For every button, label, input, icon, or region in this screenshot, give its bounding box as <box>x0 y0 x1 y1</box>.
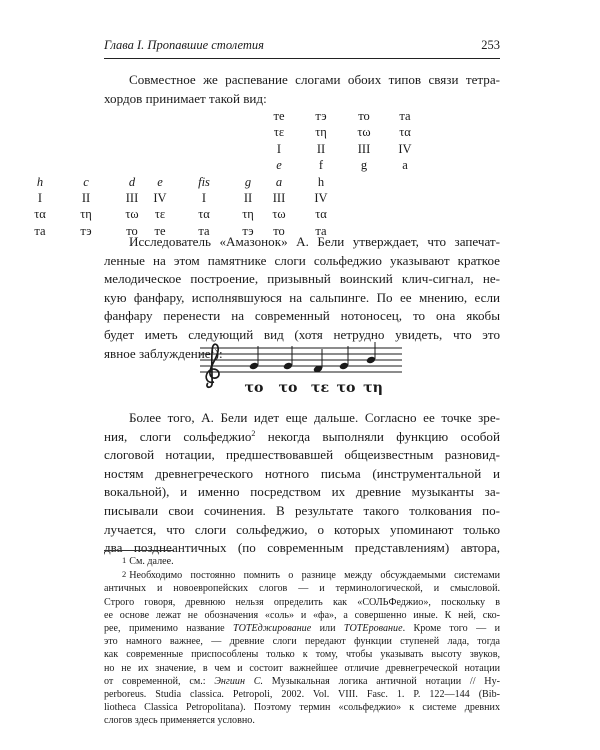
syllable-cell: то <box>126 223 138 238</box>
syllable-cell: d <box>128 174 136 189</box>
text-line: слоговой нотации, предшествовавшей общеизвестным разновид- <box>104 447 500 463</box>
syllable-cell: то <box>358 109 370 123</box>
footnotes <box>104 554 500 728</box>
syllable-row <box>104 141 500 157</box>
syllable-cell: I <box>276 141 282 156</box>
text-line: Более того, А. Бели идет еще дальше. Согласно ее точке зре- <box>129 410 500 425</box>
syllable-cell: IV <box>398 141 412 156</box>
syllable-row <box>104 108 500 124</box>
term-toterovanie: ТОТЕрование <box>343 623 403 635</box>
footnote-ref: 2 <box>251 428 256 438</box>
text-line: мелодическое построение, призывный воинский клич-сигнал, не- <box>104 271 500 287</box>
syllable-cell: a <box>402 158 408 173</box>
text-fragment: ): <box>214 345 223 361</box>
page-number: 253 <box>481 38 500 52</box>
syllable-cell: τα <box>34 207 46 222</box>
syllable-cell: та <box>315 223 327 238</box>
text-line: Совместное же распевание слогами обоих типов связи тетра- <box>129 72 500 87</box>
text-fragment: рее, применимо название <box>104 623 233 635</box>
syllable-row <box>36 174 500 190</box>
syllable-cell: тэ <box>315 109 327 123</box>
chapter-title: Глава I. Пропавшие столетия <box>104 38 264 52</box>
footnote-text: См. далее. <box>129 556 174 567</box>
syllable-cell: та <box>34 223 46 238</box>
footnote-2-line: античных и новоевропейских слогов — и терминологической, и смысловой. <box>104 583 500 595</box>
footnote-2-line: ее основе лежат не обозначения «соль» и «фа», а совершенно иные. К ней, ско- <box>104 609 500 621</box>
syllable-cell: та <box>399 109 411 123</box>
syllable-cell: τα <box>399 125 411 140</box>
syllable-cell: τη <box>80 207 92 222</box>
footnote-2-line: это намного важнее, — древние слоги передают функции ступеней лада, тогда <box>104 636 500 648</box>
syllable-cell: III <box>125 191 139 205</box>
syllable-row <box>37 190 500 206</box>
text-line: Исследователь «Амазонок» А. Бели утверждает, что запечат- <box>129 234 500 249</box>
syllable-cell: τα <box>315 207 327 222</box>
footnote-2-line: слогов здесь применяется условно. <box>104 715 255 727</box>
syllable-cell: f <box>318 158 324 173</box>
text-line: писывали свои сочинения. В результате такого толкования по- <box>104 502 500 518</box>
footnote-2-line: но не их значение, в чем и состоит важнейшее отличие древнегреческой нотации <box>104 662 500 674</box>
text-fragment: ния, слоги сольфеджио <box>104 428 252 444</box>
syllable-cell: τε <box>273 125 285 140</box>
paragraph-intro <box>104 71 500 108</box>
syllable-cell: h <box>317 174 325 189</box>
syllable-cell: g <box>244 174 252 189</box>
footnote-number: 2 <box>122 569 127 580</box>
syllable-row <box>104 157 500 173</box>
syllable-cell: fis <box>198 174 210 189</box>
syllable-row <box>104 124 500 140</box>
music-syllable: τη <box>363 380 383 396</box>
syllable-cell: c <box>83 174 89 189</box>
text-line <box>104 428 500 447</box>
syllable-cell: e <box>276 158 282 173</box>
text-line: лучается, что слоги сольфеджио, о которых упоминают только <box>104 521 500 537</box>
running-header <box>104 38 500 58</box>
syllable-cell: тэ <box>80 223 92 238</box>
text-line: ностям древнегреческого нотного письма (инструментальной и <box>104 465 500 481</box>
music-syllable: το <box>244 380 264 396</box>
footnote-2-line: perboreus. Studia classica. Petropoli, 2002. Vol. VIII. Fasc. 1. P. 122—144 (Bib- <box>104 689 500 701</box>
syllable-cell: те <box>273 109 285 123</box>
footnote-2-line: Строго говоря, древнюю нельзя определить как «СОЛЬФеджио», поскольку в <box>104 596 500 608</box>
music-syllable: το <box>336 380 356 396</box>
syllable-row <box>34 206 500 222</box>
text-fragment: или <box>311 623 344 635</box>
syllable-cell: τη <box>315 125 327 140</box>
footnote-1 <box>104 554 500 568</box>
text-line: два позднеантичных (по современным представлениям) автора, <box>104 540 500 556</box>
syllable-cell: те <box>154 223 166 238</box>
music-syllable: τε <box>310 380 330 396</box>
notes-group <box>249 342 376 373</box>
footnote-2-line <box>104 622 500 635</box>
syllable-table <box>34 108 500 238</box>
syllable-cell: e <box>157 174 163 189</box>
syllable-cell: τω <box>357 125 371 140</box>
text-fragment: некогда выполняли функцию особой <box>255 428 500 444</box>
text-line: фанфару перенести на современный нотоносец, то она якобы <box>104 308 500 324</box>
syllable-cell: III <box>357 141 371 156</box>
text-fragment: Музыкальная логика античной нотации // Hy- <box>263 675 500 687</box>
syllable-cell: a <box>275 174 283 189</box>
syllable-cell: τα <box>198 207 210 222</box>
cited-author: Энгиин С. <box>214 675 263 687</box>
syllable-cell: I <box>201 191 207 205</box>
footnote-text: Необходимо постоянно помнить о разнице между обсуждаемыми системами <box>129 570 500 582</box>
syllable-cell: то <box>273 223 285 238</box>
text-fragment: явное заблуждение <box>104 345 211 361</box>
text-line: вокальной), и именно посредством их древние музыканты за- <box>104 484 500 500</box>
syllable-cell: та <box>198 223 210 238</box>
syllable-cell: τη <box>242 207 254 222</box>
syllable-cell: IV <box>153 191 167 205</box>
syllable-cell: IV <box>314 191 328 205</box>
footnote-2-line: как современные приспособлены только к тому, чтобы указывать высоту звуков, <box>104 649 500 661</box>
term-totejirovanie: ТОТЕджирование <box>233 623 312 635</box>
text-line: ленные на этом памятнике слоги сольфеджио указывают краткое <box>104 252 500 268</box>
footnote-number: 1 <box>122 555 127 565</box>
syllable-cell: g <box>360 158 368 173</box>
text-line: будет иметь следующий вид (хотя нетрудно увидеть, что это <box>104 326 500 342</box>
text-line: кую фанфару, исполнявшуюся на сальпинге. По ее мнению, если <box>104 289 500 305</box>
syllable-cell: h <box>36 174 44 189</box>
footnote-2-line <box>104 675 500 688</box>
syllable-cell: τω <box>272 207 286 222</box>
syllable-cell: τω <box>125 207 139 222</box>
footnote-rule <box>104 550 174 551</box>
syllable-cell: II <box>81 191 91 205</box>
text-fragment: от современной, см.: <box>104 675 215 687</box>
syllable-cell: II <box>316 141 326 156</box>
syllable-cell: III <box>272 191 286 205</box>
music-syllable: το <box>278 380 298 396</box>
footnote-2-line: liotheca Classica Petropolitana). Поэтому термин «сольфеджио» к системе древних <box>104 702 500 714</box>
paragraph-solfeggio <box>104 409 500 558</box>
syllable-cell: τε <box>154 207 166 222</box>
syllable-cell: I <box>37 191 43 205</box>
syllable-cell: тэ <box>242 223 254 238</box>
footnote-ref: 1 <box>210 345 215 355</box>
text-line: хордов принимает такой вид: <box>104 90 267 106</box>
footnote-2-line <box>104 568 500 582</box>
syllable-cell: II <box>243 191 253 205</box>
header-rule <box>104 58 500 59</box>
text-fragment: . Кроме того — и <box>402 623 500 635</box>
